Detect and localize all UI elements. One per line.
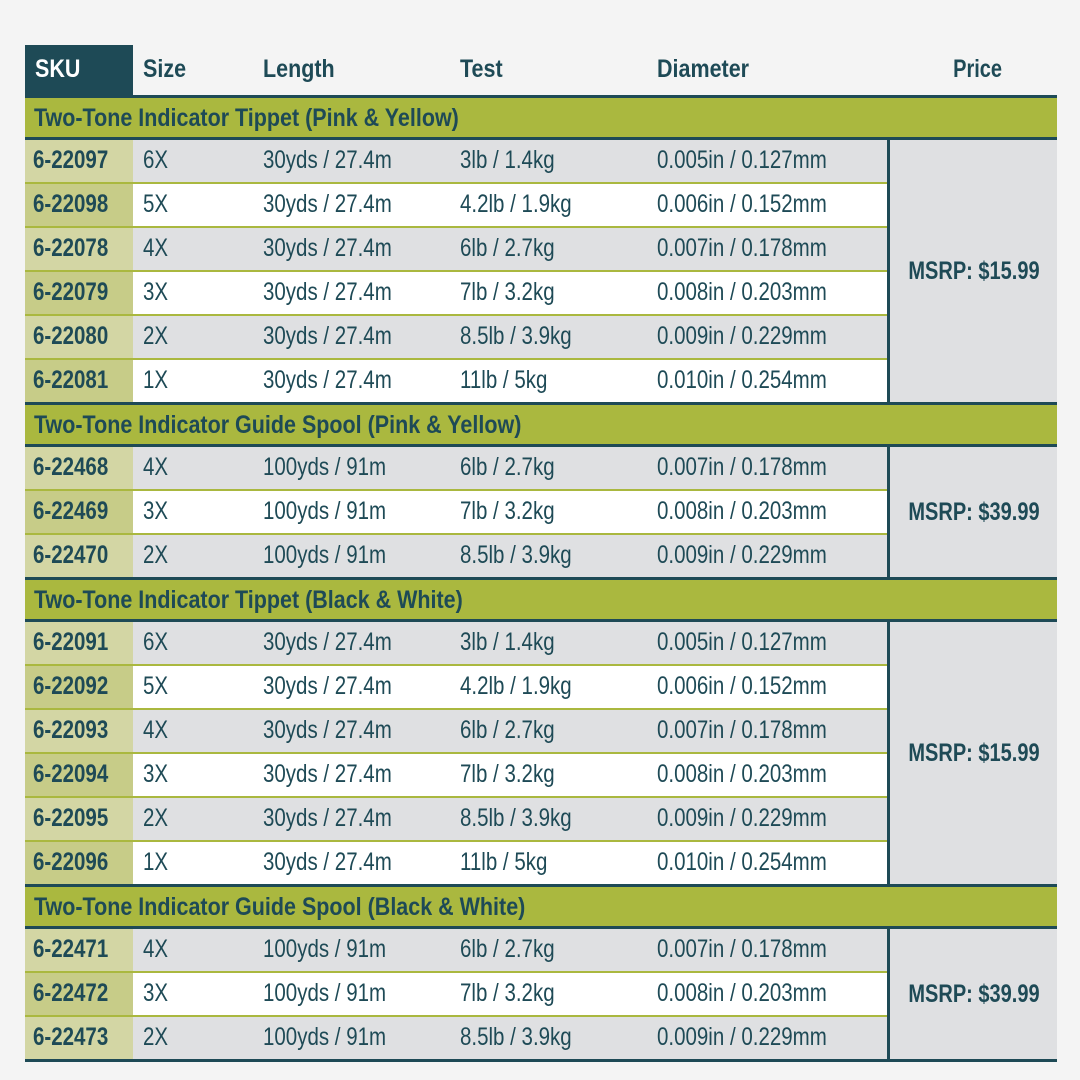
table-sections: [25, 95, 1057, 1059]
length-cell: 30yds / 27.4m: [263, 278, 392, 306]
sku-cell: 6-22470: [33, 541, 109, 569]
header-diameter: Diameter: [657, 55, 750, 83]
length-cell: 30yds / 27.4m: [263, 628, 392, 656]
length-cell: 30yds / 27.4m: [263, 366, 392, 394]
length-cell: 30yds / 27.4m: [263, 672, 392, 700]
sku-cell: 6-22097: [33, 146, 109, 174]
diameter-cell: 0.008in / 0.203mm: [657, 760, 827, 788]
sku-cell: 6-22081: [33, 366, 109, 394]
price-label: MSRP: $15.99: [907, 738, 1040, 767]
test-cell: 6lb / 2.7kg: [460, 453, 555, 481]
size-cell: 3X: [143, 760, 169, 788]
test-cell: 6lb / 2.7kg: [460, 234, 555, 262]
sku-cell: 6-22091: [33, 628, 109, 656]
diameter-cell: 0.006in / 0.152mm: [657, 190, 827, 218]
size-cell: 3X: [143, 979, 169, 1007]
test-cell: 6lb / 2.7kg: [460, 716, 555, 744]
size-cell: 1X: [143, 848, 169, 876]
test-cell: 11lb / 5kg: [460, 848, 548, 876]
table-header-row: [25, 45, 1057, 95]
diameter-cell: 0.009in / 0.229mm: [657, 1023, 827, 1051]
size-cell: 6X: [143, 628, 169, 656]
header-sku-cell: [25, 45, 133, 95]
length-cell: 30yds / 27.4m: [263, 716, 392, 744]
diameter-cell: 0.009in / 0.229mm: [657, 541, 827, 569]
diameter-cell: 0.008in / 0.203mm: [657, 278, 827, 306]
size-cell: 2X: [143, 322, 169, 350]
price-cell: [887, 622, 1057, 884]
price-cell: [887, 140, 1057, 402]
size-cell: 3X: [143, 278, 169, 306]
diameter-cell: 0.008in / 0.203mm: [657, 497, 827, 525]
price-cell: [887, 929, 1057, 1059]
size-cell: 2X: [143, 541, 169, 569]
size-cell: 4X: [143, 935, 169, 963]
test-cell: 3lb / 1.4kg: [460, 146, 555, 174]
diameter-cell: 0.010in / 0.254mm: [657, 366, 827, 394]
test-cell: 8.5lb / 3.9kg: [460, 322, 572, 350]
size-cell: 4X: [143, 453, 169, 481]
diameter-cell: 0.007in / 0.178mm: [657, 453, 827, 481]
sku-cell: 6-22472: [33, 979, 109, 1007]
price-label: MSRP: $39.99: [907, 979, 1040, 1008]
test-cell: 7lb / 3.2kg: [460, 979, 555, 1007]
sku-cell: 6-22096: [33, 848, 109, 876]
section-rows: [25, 622, 1057, 884]
price-label: MSRP: $15.99: [907, 256, 1040, 285]
length-cell: 100yds / 91m: [263, 1023, 387, 1051]
size-cell: 4X: [143, 716, 169, 744]
test-cell: 8.5lb / 3.9kg: [460, 1023, 572, 1051]
length-cell: 30yds / 27.4m: [263, 234, 392, 262]
length-cell: 100yds / 91m: [263, 979, 387, 1007]
sku-cell: 6-22094: [33, 760, 109, 788]
size-cell: 3X: [143, 497, 169, 525]
length-cell: 30yds / 27.4m: [263, 146, 392, 174]
diameter-cell: 0.005in / 0.127mm: [657, 628, 827, 656]
spec-table: [25, 45, 1057, 1062]
length-cell: 100yds / 91m: [263, 497, 387, 525]
test-cell: 8.5lb / 3.9kg: [460, 541, 572, 569]
sku-cell: 6-22473: [33, 1023, 109, 1051]
header-size: Size: [143, 55, 187, 83]
sku-cell: 6-22080: [33, 322, 109, 350]
test-cell: 7lb / 3.2kg: [460, 760, 555, 788]
length-cell: 100yds / 91m: [263, 453, 387, 481]
diameter-cell: 0.008in / 0.203mm: [657, 979, 827, 1007]
section-heading: [25, 577, 1057, 622]
test-cell: 8.5lb / 3.9kg: [460, 804, 572, 832]
size-cell: 5X: [143, 672, 169, 700]
test-cell: 7lb / 3.2kg: [460, 497, 555, 525]
section-rows: [25, 447, 1057, 577]
sku-cell: 6-22079: [33, 278, 109, 306]
length-cell: 30yds / 27.4m: [263, 760, 392, 788]
sku-cell: 6-22471: [33, 935, 109, 963]
length-cell: 100yds / 91m: [263, 935, 387, 963]
sku-cell: 6-22468: [33, 453, 109, 481]
size-cell: 1X: [143, 366, 169, 394]
section-heading: [25, 884, 1057, 929]
test-cell: 7lb / 3.2kg: [460, 278, 555, 306]
diameter-cell: 0.005in / 0.127mm: [657, 146, 827, 174]
diameter-cell: 0.007in / 0.178mm: [657, 234, 827, 262]
section-rows: [25, 929, 1057, 1059]
section-heading: [25, 95, 1057, 140]
sku-cell: 6-22092: [33, 672, 109, 700]
length-cell: 100yds / 91m: [263, 541, 387, 569]
length-cell: 30yds / 27.4m: [263, 804, 392, 832]
sku-cell: 6-22095: [33, 804, 109, 832]
length-cell: 30yds / 27.4m: [263, 322, 392, 350]
size-cell: 6X: [143, 146, 169, 174]
diameter-cell: 0.010in / 0.254mm: [657, 848, 827, 876]
diameter-cell: 0.009in / 0.229mm: [657, 322, 827, 350]
sku-cell: 6-22093: [33, 716, 109, 744]
header-test: Test: [460, 55, 503, 83]
sku-cell: 6-22078: [33, 234, 109, 262]
test-cell: 4.2lb / 1.9kg: [460, 190, 572, 218]
test-cell: 6lb / 2.7kg: [460, 935, 555, 963]
price-label: MSRP: $39.99: [907, 497, 1040, 526]
section-title: Two-Tone Indicator Guide Spool (Black & White): [34, 893, 526, 921]
diameter-cell: 0.007in / 0.178mm: [657, 716, 827, 744]
size-cell: 4X: [143, 234, 169, 262]
test-cell: 4.2lb / 1.9kg: [460, 672, 572, 700]
sku-cell: 6-22098: [33, 190, 109, 218]
sku-cell: 6-22469: [33, 497, 109, 525]
header-length: Length: [263, 55, 335, 83]
length-cell: 30yds / 27.4m: [263, 848, 392, 876]
size-cell: 2X: [143, 1023, 169, 1051]
section-rows: [25, 140, 1057, 402]
section-title: Two-Tone Indicator Tippet (Pink & Yellow): [34, 104, 459, 132]
test-cell: 11lb / 5kg: [460, 366, 548, 394]
diameter-cell: 0.007in / 0.178mm: [657, 935, 827, 963]
length-cell: 30yds / 27.4m: [263, 190, 392, 218]
size-cell: 2X: [143, 804, 169, 832]
header-sku: SKU: [35, 55, 81, 83]
test-cell: 3lb / 1.4kg: [460, 628, 555, 656]
header-price: Price: [953, 55, 1003, 83]
table-bottom-rule: [25, 1059, 1057, 1062]
price-cell: [887, 447, 1057, 577]
section-title: Two-Tone Indicator Tippet (Black & White): [34, 586, 463, 614]
diameter-cell: 0.009in / 0.229mm: [657, 804, 827, 832]
diameter-cell: 0.006in / 0.152mm: [657, 672, 827, 700]
section-heading: [25, 402, 1057, 447]
section-title: Two-Tone Indicator Guide Spool (Pink & Yellow): [34, 411, 522, 439]
size-cell: 5X: [143, 190, 169, 218]
